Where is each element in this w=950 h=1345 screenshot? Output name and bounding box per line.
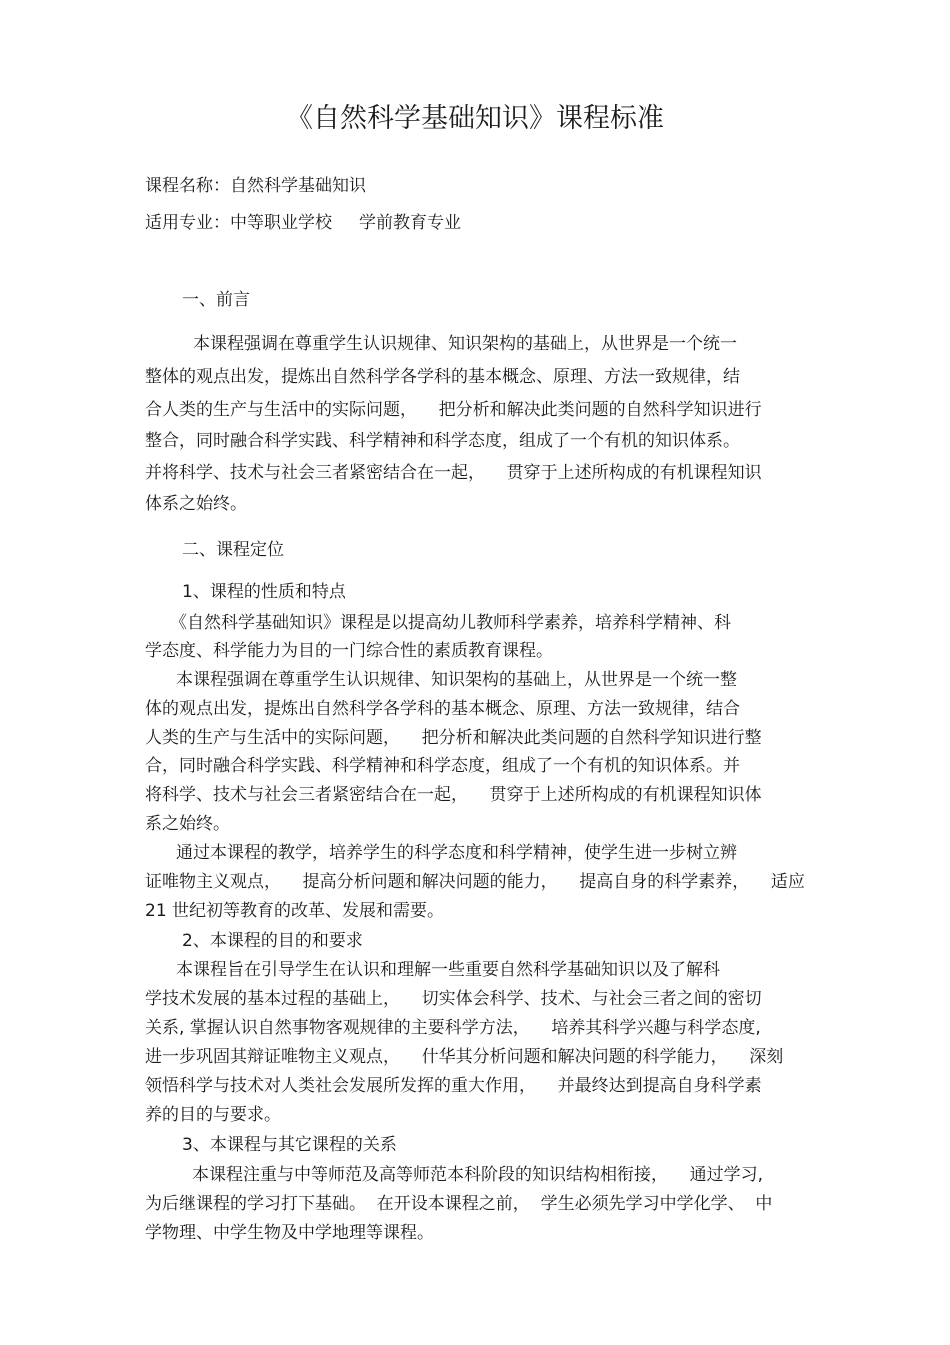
paragraph-line: 整体的观点出发，提炼出自然科学各学科的基本概念、原理、方法一致规律，结 bbox=[145, 367, 740, 387]
paragraph-line: 学物理、中学生物及中学地理等课程。 bbox=[145, 1223, 434, 1243]
paragraph-line: 进一步巩固其辩证唯物主义观点， 什华其分析问题和解决问题的科学能力， 深刻 bbox=[145, 1047, 784, 1067]
section-2-heading: 二、课程定位 bbox=[182, 540, 284, 560]
paragraph-line: 合人类的生产与生活中的实际问题， 把分析和解决此类问题的自然科学知识进行 bbox=[145, 400, 762, 420]
paragraph-line: 并将科学、技术与社会三者紧密结合在一起， 贯穿于上述所构成的有机课程知识 bbox=[145, 463, 762, 483]
paragraph-line: 养的目的与要求。 bbox=[145, 1105, 281, 1125]
document-title: 《自然科学基础知识》课程标准 bbox=[286, 103, 664, 134]
paragraph-line: 本课程旨在引导学生在认识和理解一些重要自然科学基础知识以及了解科 bbox=[176, 960, 720, 980]
subsection-3-heading: 3、本课程与其它课程的关系 bbox=[182, 1135, 397, 1155]
paragraph-line: 将科学、技术与社会三者紧密结合在一起， 贯穿于上述所构成的有机课程知识体 bbox=[145, 785, 762, 805]
paragraph-line: 学态度、科学能力为目的一门综合性的素质教育课程。 bbox=[145, 641, 553, 661]
applicable-major: 适用专业：中等职业学校 学前教育专业 bbox=[145, 213, 462, 233]
paragraph-line: 关系, 掌握认识自然事物客观规律的主要科学方法， 培养其科学兴趣与科学态度, bbox=[145, 1018, 761, 1038]
paragraph-line: 为后继课程的学习打下基础。 在开设本课程之前， 学生必须先学习中学化学、 中 bbox=[145, 1194, 773, 1214]
paragraph-line: 本课程强调在尊重学生认识规律、知识架构的基础上，从世界是一个统一 bbox=[193, 334, 737, 354]
paragraph-line: 通过本课程的教学，培养学生的科学态度和科学精神，使学生进一步树立辨 bbox=[176, 843, 737, 863]
paragraph-line: 《自然科学基础知识》课程是以提高幼儿教师科学素养，培养科学精神、科 bbox=[170, 613, 731, 633]
paragraph-line: 本课程注重与中等师范及高等师范本科阶段的知识结构相衔接， 通过学习, bbox=[192, 1165, 764, 1185]
paragraph-line: 合，同时融合科学实践、科学精神和科学态度，组成了一个有机的知识体系。并 bbox=[145, 756, 740, 776]
paragraph-line: 人类的生产与生活中的实际问题， 把分析和解决此类问题的自然科学知识进行整 bbox=[145, 728, 762, 748]
paragraph-line: 本课程强调在尊重学生认识规律、知识架构的基础上，从世界是一个统一整 bbox=[176, 670, 737, 690]
course-name: 课程名称：自然科学基础知识 bbox=[145, 176, 366, 196]
paragraph-line: 领悟科学与技术对人类社会发展所发挥的重大作用， 并最终达到提高自身科学素 bbox=[145, 1076, 762, 1096]
paragraph-line: 21 世纪初等教育的改革、发展和需要。 bbox=[145, 901, 445, 921]
paragraph-line: 整合，同时融合科学实践、科学精神和科学态度，组成了一个有机的知识体系。 bbox=[145, 431, 740, 451]
section-1-heading: 一、前言 bbox=[182, 290, 250, 310]
subsection-2-heading: 2、本课程的目的和要求 bbox=[182, 931, 363, 951]
paragraph-line: 系之始终。 bbox=[145, 814, 230, 834]
subsection-1-heading: 1、课程的性质和特点 bbox=[182, 582, 346, 602]
paragraph-line: 学技术发展的基本过程的基础上， 切实体会科学、技术、与社会三者之间的密切 bbox=[145, 989, 762, 1009]
paragraph-line: 体的观点出发，提炼出自然科学各学科的基本概念、原理、方法一致规律，结合 bbox=[145, 699, 740, 719]
paragraph-line: 体系之始终。 bbox=[145, 494, 247, 514]
paragraph-line: 证唯物主义观点， 提高分析问题和解决问题的能力， 提高自身的科学素养， 适应 bbox=[145, 872, 805, 892]
